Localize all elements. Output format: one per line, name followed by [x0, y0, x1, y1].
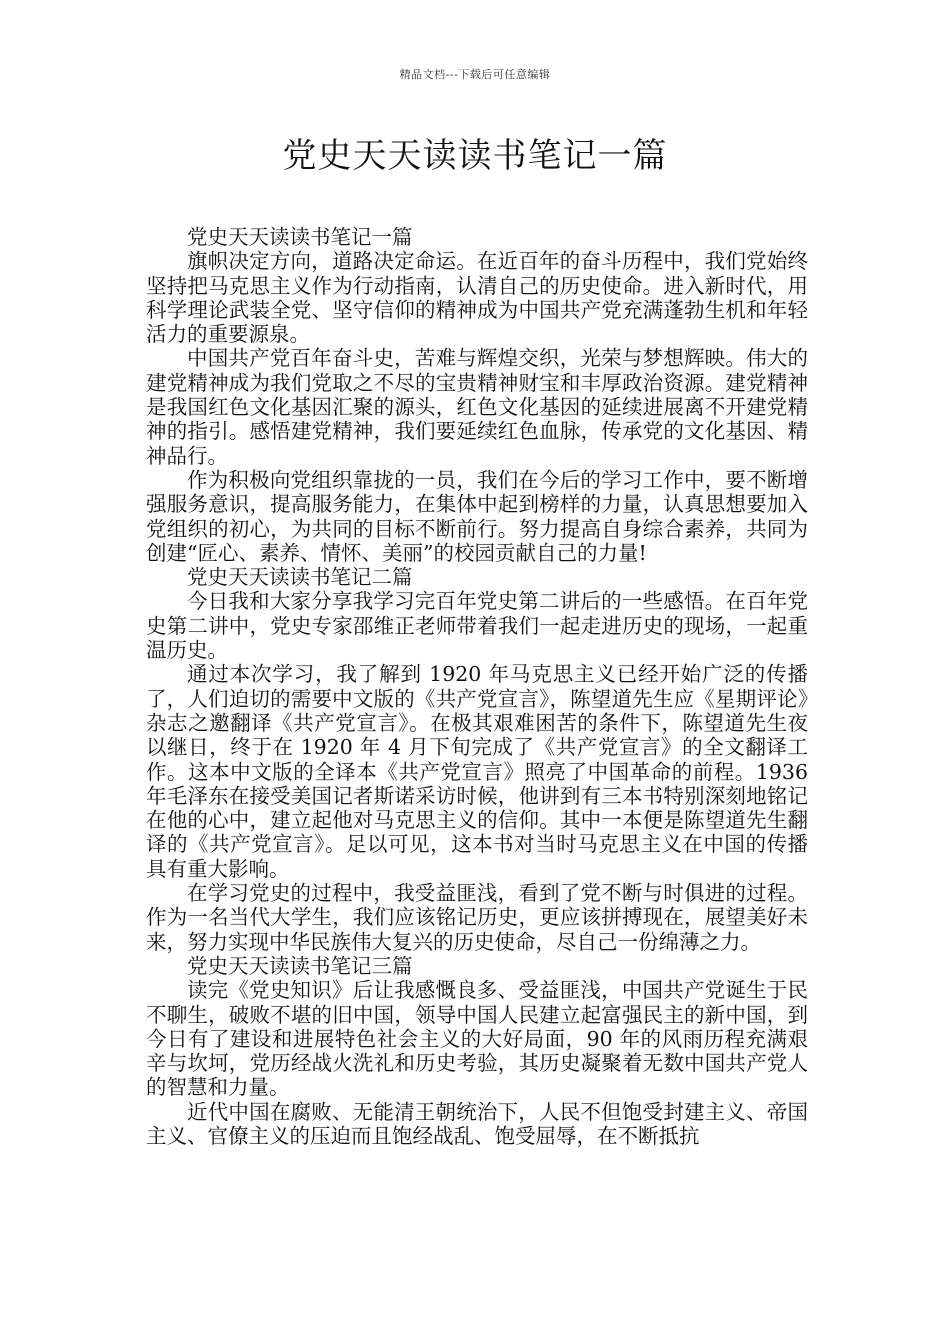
document-title: 党史天天读读书笔记一篇	[282, 136, 668, 176]
section-heading-1: 党史天天读读书笔记一篇	[187, 225, 413, 249]
section-heading-3: 党史天天读读书笔记三篇	[187, 953, 413, 978]
paragraph: 通过本次学习，我了解到 1920 年马克思主义已经开始广泛的传播了，人们迫切的需要中文版的《共产党宣言》，陈望道先生应《星期评论》杂志之邀翻译《共产党宣言》。在极其艰难困苦的条件下，陈望道先生夜以继日，终于在 1920 年 4 月下旬完成了《共产党宣言》的全文翻译工作。这本中文版的全译本《共产党宣言》照亮了中国革命的前程。1936 年毛泽东在接受美国记者斯诺采访时候，他讲到有三本书特别深刻地铭记在他的心中，建立起他对马克思主义的信仰。其中一本便是陈望道先生翻译的《共产党宣言》。足以可见，这本书对当时马克思主义在中国的传播具有重大影响。	[146, 662, 808, 881]
paragraph: 今日我和大家分享我学习完百年党史第二讲后的一些感悟。在百年党史第二讲中，党史专家邵维正老师带着我们一起走进历史的现场，一起重温历史。	[146, 589, 808, 663]
section-heading-2: 党史天天读读书笔记二篇	[187, 565, 413, 590]
paragraph: 中国共产党百年奋斗史，苦难与辉煌交织，光荣与梦想辉映。伟大的建党精神成为我们党取之不尽的宝贵精神财宝和丰厚政治资源。建党精神是我国红色文化基因汇聚的源头，红色文化基因的延续进展离不开建党精神的指引。感悟建党精神，我们要延续红色血脉，传承党的文化基因、精神品行。	[146, 346, 808, 468]
document-body	[146, 225, 808, 1148]
paragraph: 近代中国在腐败、无能清王朝统治下，人民不但饱受封建主义、帝国主义、官僚主义的压迫而且饱经战乱、饱受屈辱，在不断抵抗	[146, 1099, 808, 1148]
paragraph: 旗帜决定方向，道路决定命运。在近百年的奋斗历程中，我们党始终坚持把马克思主义作为行动指南，认清自己的历史使命。进入新时代，用科学理论武装全党、坚守信仰的精神成为中国共产党充满蓬勃生机和年轻活力的重要源泉。	[146, 249, 808, 347]
paragraph: 读完《党史知识》后让我感慨良多、受益匪浅，中国共产党诞生于民不聊生，破败不堪的旧中国，领导中国人民建立起富强民主的新中国，到今日有了建设和进展特色社会主义的大好局面，90 年的风雨历程充满艰辛与坎坷，党历经战火洗礼和历史考验，其历史凝聚着无数中国共产党人的智慧和力量。	[146, 978, 808, 1100]
paragraph: 作为积极向党组织靠拢的一员，我们在今后的学习工作中，要不断增强服务意识，提高服务能力，在集体中起到榜样的力量，认真思想要加入党组织的初心，为共同的目标不断前行。努力提高自身综合素养，共同为创建“匠心、素养、情怀、美丽”的校园贡献自己的力量!	[146, 467, 808, 565]
paragraph: 在学习党史的过程中，我受益匪浅，看到了党不断与时俱进的过程。作为一名当代大学生，我们应该铭记历史，更应该拼搏现在，展望美好未来，努力实现中华民族伟大复兴的历史使命，尽自己一份绵薄之力。	[146, 881, 808, 954]
header-watermark: 精品文档---下载后可任意编辑	[399, 68, 551, 81]
